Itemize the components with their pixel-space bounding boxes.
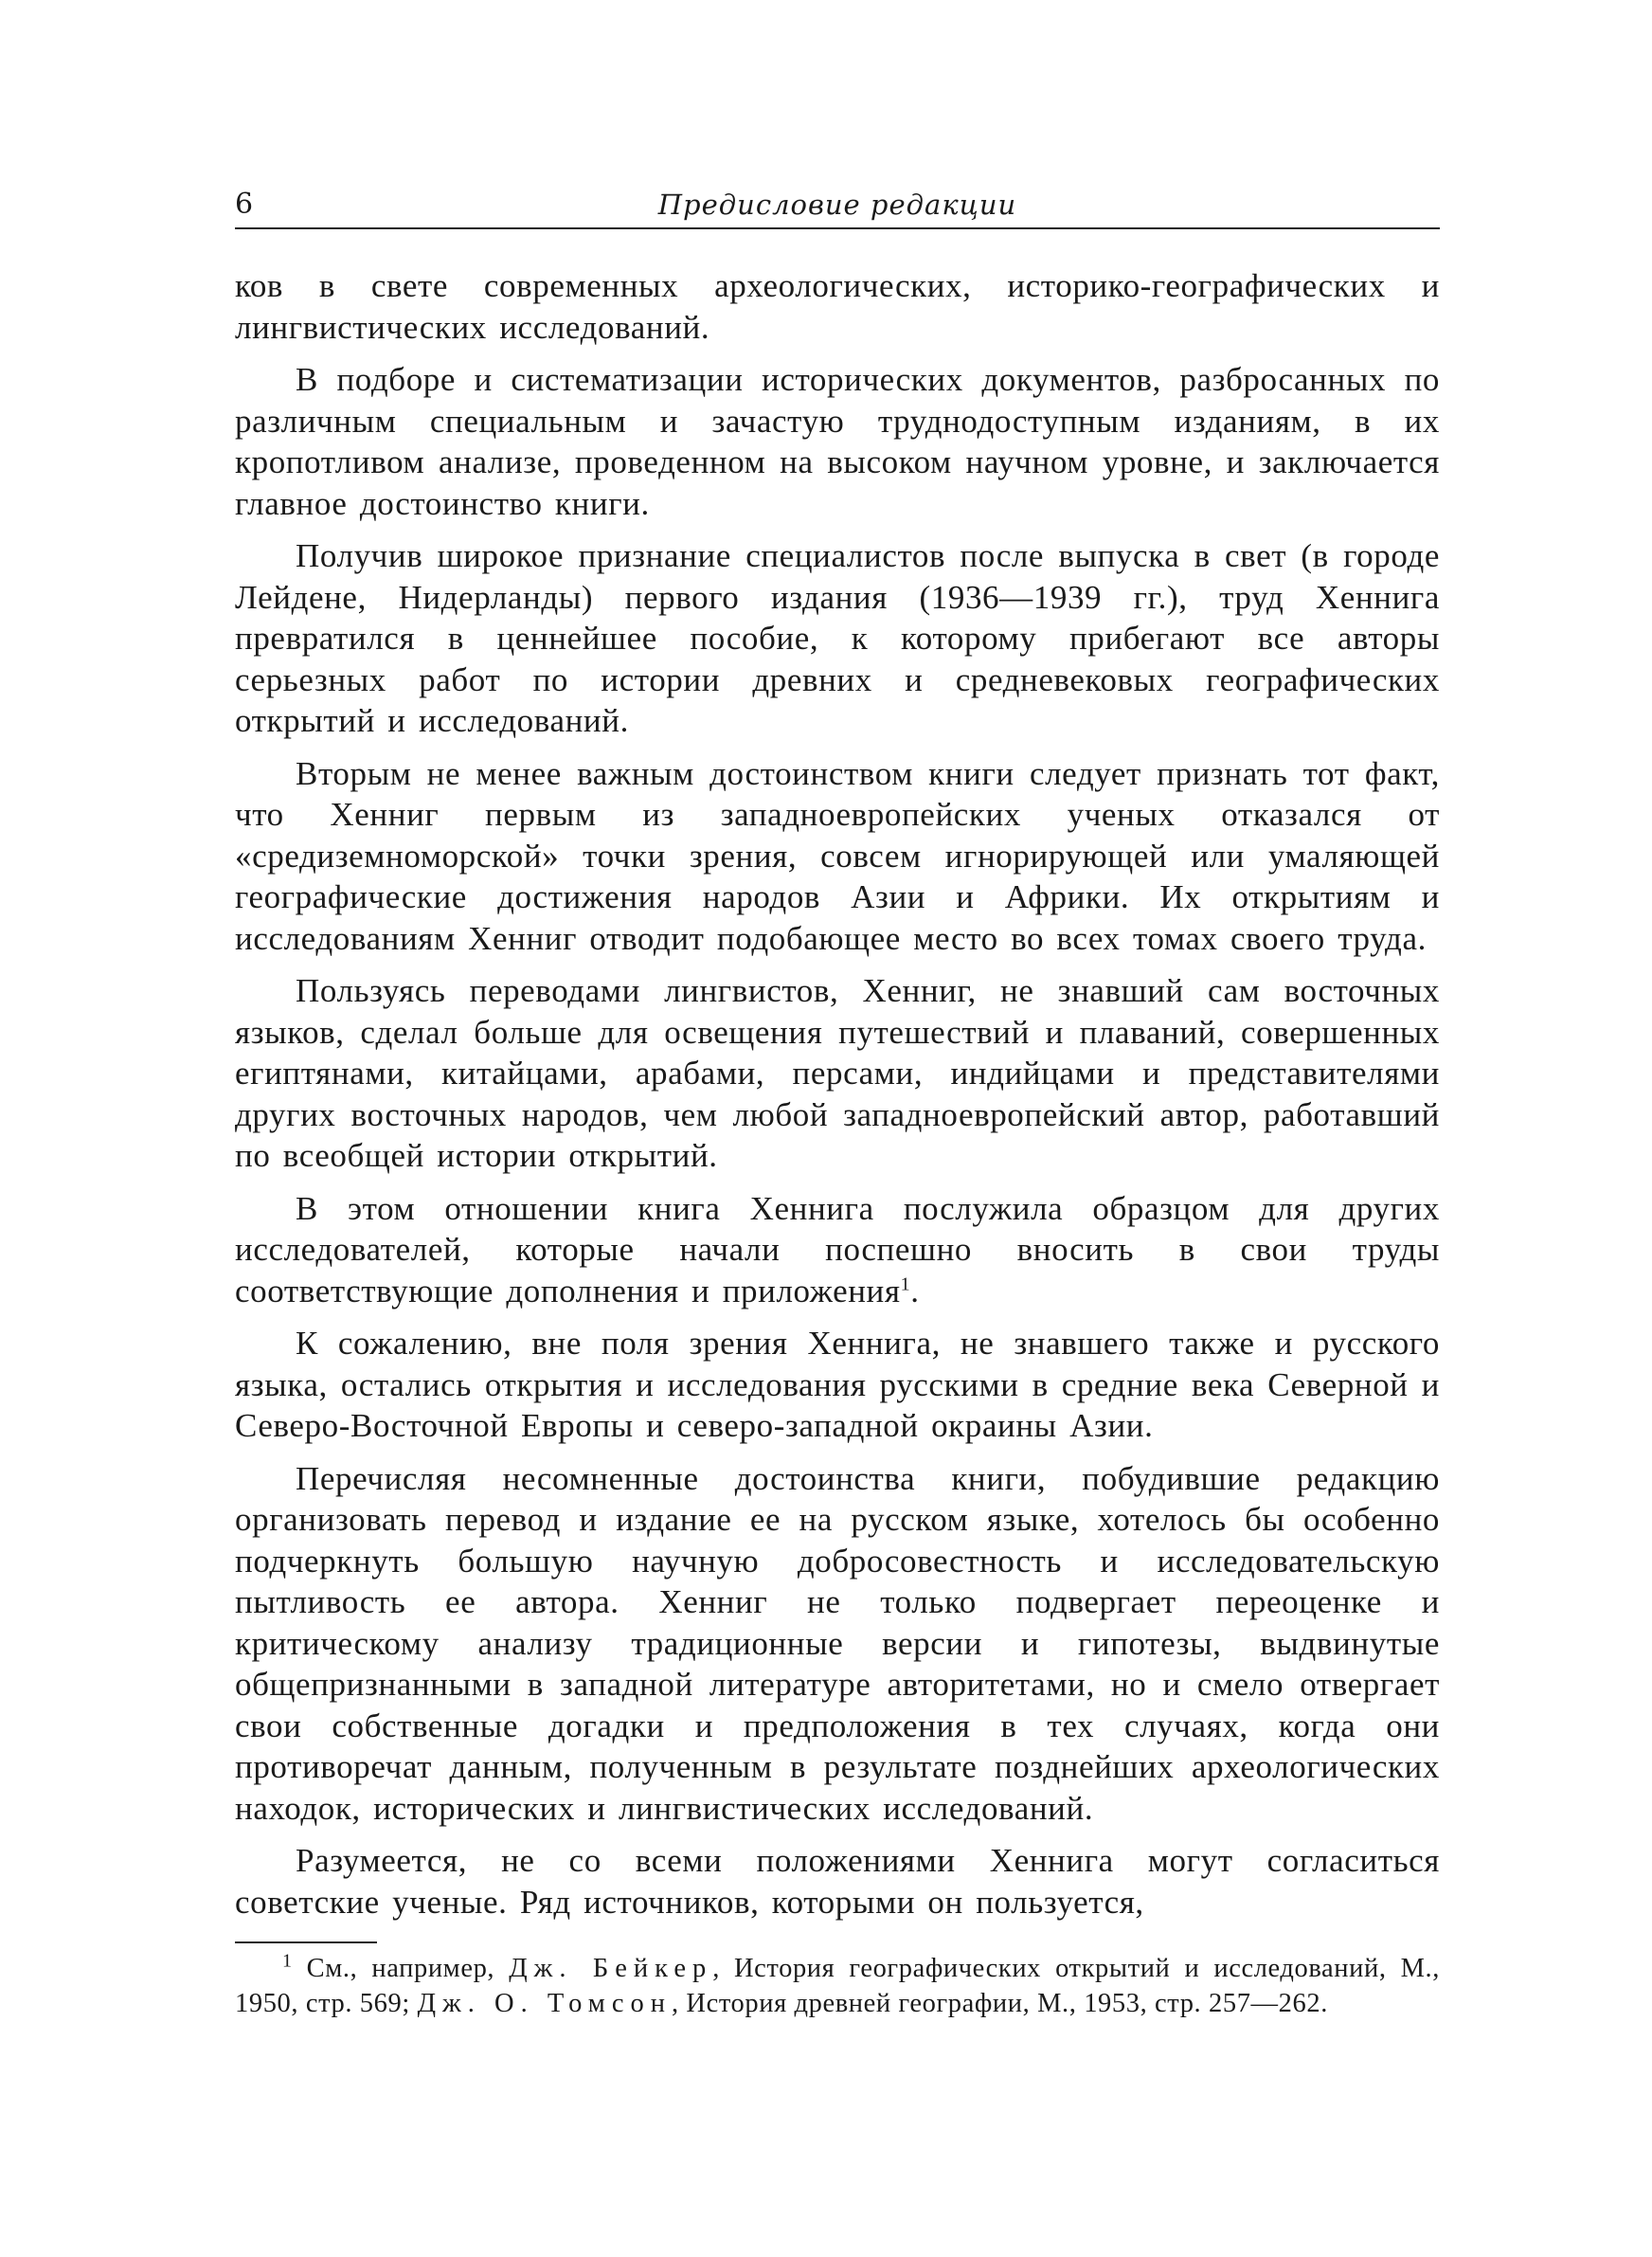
footnote-rule [235,1941,377,1943]
paragraph: Пользуясь переводами лингвистов, Хенниг, не знавший сам восточных языков, сделал больше для освещения путешествий и плаваний, совершенных египтянами, китайцами, арабами, персами, индийцами и представителями других восточных народов, чем любой западноевропейский автор, работавший по всеобщей истории открытий. [235,972,1440,1174]
paragraph: ков в свете современных археологических, историко-географических и лингвистических исследований. [235,267,1440,346]
footnote [235,1951,1440,2021]
page-number: 6 [235,188,254,221]
paragraph: Получив широкое признание специалистов после выпуска в свет (в городе Лейдене, Нидерланды) первого издания (1936—1939 гг.), труд Хеннига превратился в ценнейшее пособие, к которому прибегают все авторы серьезных работ по истории древних и средневековых географических открытий и исследований. [235,537,1440,739]
paragraph: В подборе и систематизации исторических документов, разбросанных по различным специальным и зачастую труднодоступным изданиям, в их кропотливом анализе, проведенном на высоком научном уровне, и заключается главное достоинство книги. [235,361,1440,522]
paragraph-with-footnote-ref [235,1188,1440,1312]
paragraph: Вторым не менее важным достоинством книги следует признать тот факт, что Хенниг первым из западноевропейских ученых отказался от «средиземноморской» точки зрения, совсем игнорирующей или умаляющей географические достижения народов Азии и Африки. Их открытиям и исследованиям Хенниг отводит подобающее место во всех томах своего труда. [235,754,1440,957]
running-title: Предисловие редакции [657,189,1017,221]
paragraph-text: В этом отношении книга Хеннига послужила образцом для других исследователей, которые начали поспешно вносить в свои труды соответствующие дополнения и приложения [235,1189,1440,1309]
paragraph: К сожалению, вне поля зрения Хеннига, не знавшего также и русского языка, остались открытия и исследования русскими в средние века Северной и Северо-Восточной Европы и северо-западной окраины Азии. [235,1325,1440,1444]
book-page [235,186,1440,2021]
footnote-text: , История географических открытий и исследований, М., 1950, стр. 569; [235,1954,1441,2018]
footnote-mark: 1 [282,1950,293,1972]
paragraph: Перечисляя несомненные достоинства книги, побудившие редакцию организовать перевод и издание ее на русском языке, хотелось бы особенно подчеркнуть большую научную добросовестность и исследовательскую пытливость ее автора. Хенниг не только подвергает переоценке и критическому анализу традиционные версии и гипотезы, выдвинутые общепризнанными в западной литературе авторитетами, но и смело отвергает свои собственные догадки и предположения в тех случаях, когда они противоречат данным, полученным в результате позднейших археологических находок, исторических и лингвистических исследований. [235,1459,1440,1827]
footnote-author: Дж. О. Томсон [417,1989,672,2018]
footnote-text: , История древней географии, М., 1953, стр. 257—262. [671,1989,1328,2018]
paragraph-end: . [910,1272,920,1309]
paragraph: Разумеется, не со всеми положениями Хеннига могут согласиться советские ученые. Ряд источников, которыми он пользуется, [235,1842,1440,1921]
running-head [235,186,1440,229]
footnote-text: См., например, [292,1954,510,1983]
footnote-author: Дж. Бейкер [509,1954,713,1983]
footnote-reference: 1 [900,1273,911,1294]
body-text [235,265,1440,1923]
